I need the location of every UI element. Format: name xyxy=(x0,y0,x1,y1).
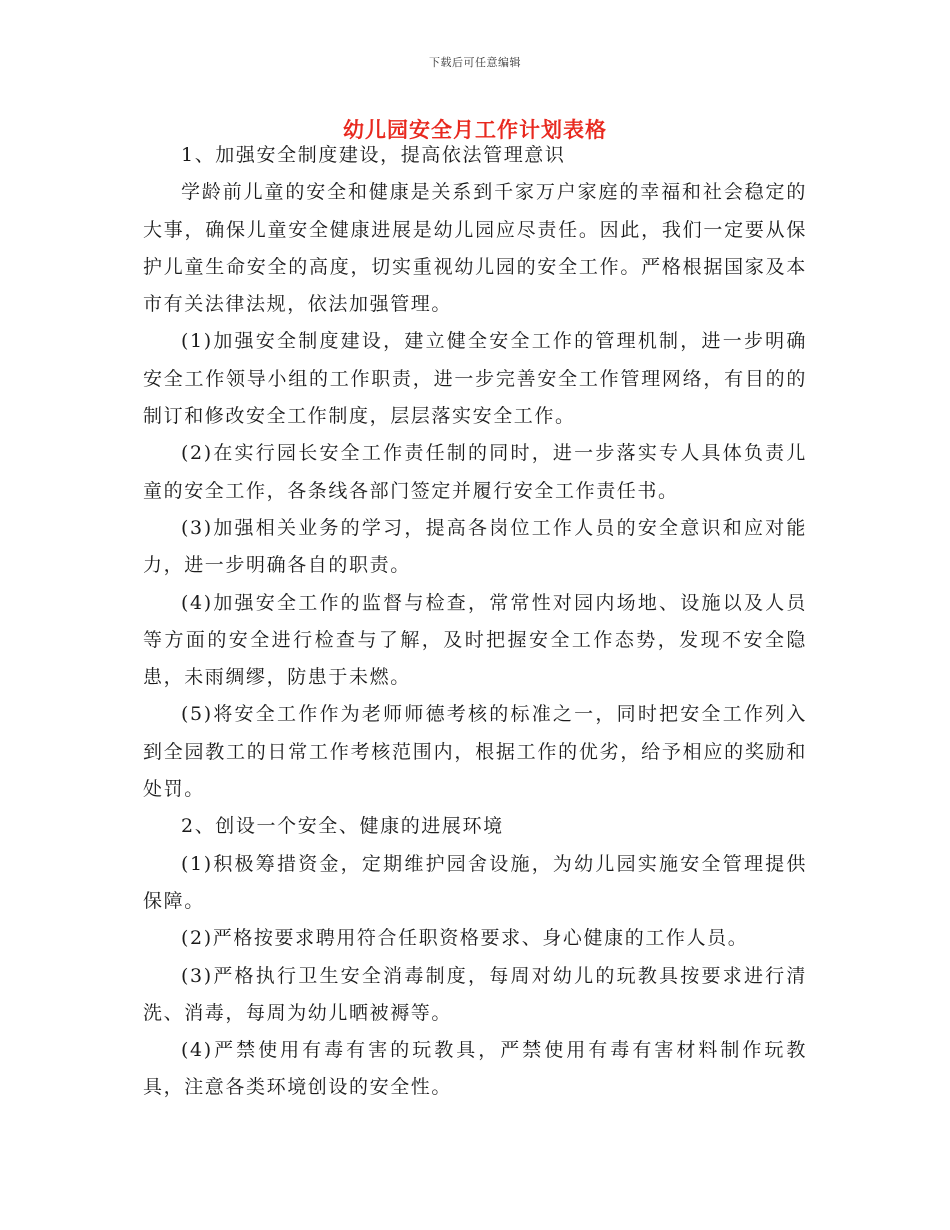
list-item: (2)严格按要求聘用符合任职资格要求、身心健康的工作人员。 xyxy=(181,927,749,950)
list-item: (4)加强安全工作的监督与检查，常常性对园内场地、设施以及人员等方面的安全进行检查与了解，及时把握安全工作态势，发现不安全隐患，未雨绸缪，防患于未燃。 xyxy=(143,591,807,689)
header-note: 下载后可任意编辑 xyxy=(429,56,521,69)
document-title: 幼儿园安全月工作计划表格 xyxy=(343,118,607,142)
paragraph: 学龄前儿童的安全和健康是关系到千家万户家庭的幸福和社会稳定的大事，确保儿童安全健康进展是幼儿园应尽责任。因此，我们一定要从保护儿童生命安全的高度，切实重视幼儿园的安全工作。严格根据国家及本市有关法律法规，依法加强管理。 xyxy=(143,181,807,316)
list-item: (3)加强相关业务的学习，提高各岗位工作人员的安全意识和应对能力，进一步明确各自的职责。 xyxy=(143,516,807,577)
section-heading-2: 2、创设一个安全、健康的进展环境 xyxy=(181,815,504,838)
list-item: (4)严禁使用有毒有害的玩教具，严禁使用有毒有害材料制作玩教具，注意各类环境创设的安全性。 xyxy=(143,1039,807,1099)
list-item: (2)在实行园长安全工作责任制的同时，进一步落实专人具体负责儿童的安全工作，各条线各部门签定并履行安全工作责任书。 xyxy=(143,442,807,502)
list-item: (3)严格执行卫生安全消毒制度，每周对幼儿的玩教具按要求进行清洗、消毒，每周为幼儿晒被褥等。 xyxy=(143,964,807,1024)
list-item: (5)将安全工作作为老师师德考核的标准之一，同时把安全工作列入到全园教工的日常工作考核范围内，根据工作的优劣，给予相应的奖励和处罚。 xyxy=(143,703,807,801)
section-heading-1: 1、加强安全制度建设，提高依法管理意识 xyxy=(181,144,566,166)
list-item: (1)积极筹措资金，定期维护园舍设施，为幼儿园实施安全管理提供保障。 xyxy=(143,852,807,912)
list-item: (1)加强安全制度建设，建立健全安全工作的管理机制，进一步明确安全工作领导小组的工作职责，进一步完善安全工作管理网络，有目的的制订和修改安全工作制度，层层落实安全工作。 xyxy=(143,330,807,428)
document-body xyxy=(143,137,807,1107)
